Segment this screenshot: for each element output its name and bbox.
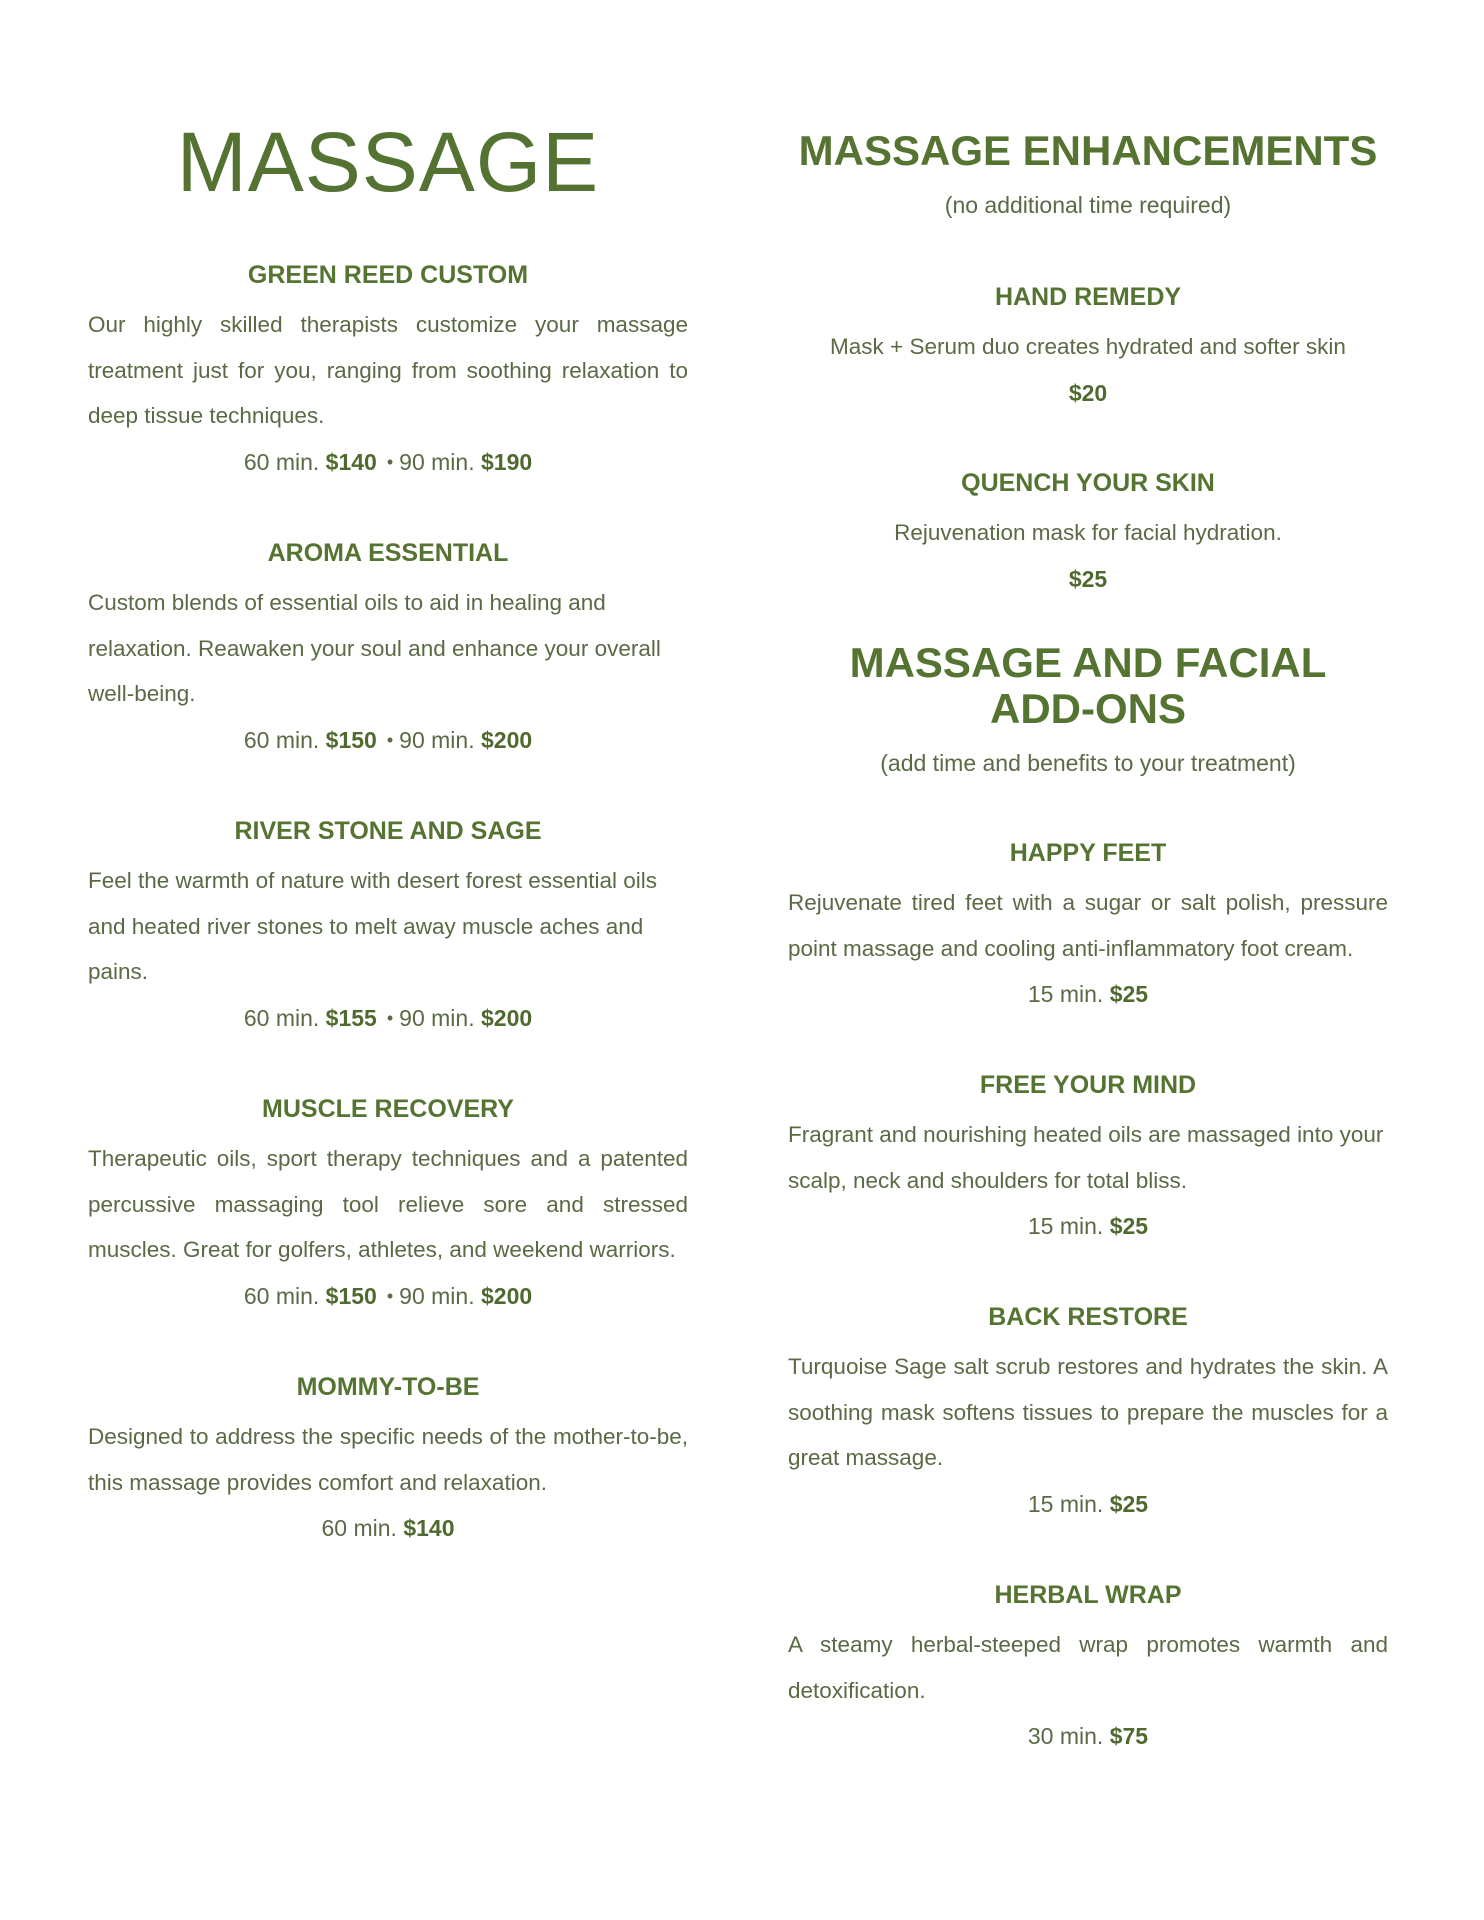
enhancements-subtitle: (no additional time required) — [944, 192, 1232, 218]
price-line — [788, 1481, 1388, 1527]
price-line — [88, 1505, 688, 1551]
addons-title-line1: MASSAGE AND FACIAL — [849, 639, 1327, 686]
item-description: Therapeutic oils, sport therapy techniques and a patented percussive massaging tool relieve sore and stressed muscles. Great for golfers, athletes, and weekend warriors. — [88, 1146, 688, 1262]
time-label: 90 min. — [399, 1004, 475, 1031]
price-value: $200 — [480, 726, 533, 753]
item-description: Custom blends of essential oils to aid in healing and relaxation. Reawaken your soul and enhance your overall well-being. — [88, 590, 661, 706]
price-line — [788, 971, 1388, 1017]
item-description: Our highly skilled therapists customize your massage treatment just for you, ranging from soothing relaxation to deep tissue techniques. — [88, 312, 688, 428]
price-value: $20 — [1068, 379, 1108, 406]
item-name: FREE YOUR MIND — [979, 1071, 1197, 1099]
item-name: AROMA ESSENTIAL — [267, 539, 509, 567]
price-line — [788, 370, 1388, 416]
enhancement-item-quench-your-skin — [788, 466, 1388, 602]
item-name: HAND REMEDY — [994, 283, 1182, 311]
price-value: $75 — [1109, 1723, 1149, 1749]
time-label: 60 min. — [243, 448, 320, 475]
item-name: BACK RESTORE — [988, 1303, 1188, 1331]
price-line — [788, 1713, 1388, 1759]
item-description: Fragrant and nourishing heated oils are massaged into your scalp, neck and shoulders for total bliss. — [788, 1122, 1384, 1193]
addon-item-back-restore — [788, 1300, 1388, 1527]
addon-item-herbal-wrap — [788, 1578, 1388, 1759]
bullet-separator: • — [386, 729, 394, 750]
massage-item-aroma-essential — [88, 536, 688, 765]
price-value: $140 — [403, 1515, 455, 1541]
time-label: 60 min. — [243, 1004, 320, 1031]
price-value: $140 — [325, 448, 377, 475]
item-description: Rejuvenate tired feet with a sugar or salt polish, pressure point massage and cooling anti-inflammatory foot cream. — [788, 890, 1388, 961]
massage-item-river-stone-and-sage — [88, 814, 688, 1043]
item-description: Rejuvenation mask for facial hydration. — [894, 520, 1282, 545]
item-description: Designed to address the specific needs of the mother-to-be, this massage provides comfort and relaxation. — [88, 1424, 688, 1495]
massage-item-muscle-recovery — [88, 1092, 688, 1321]
bullet-separator: • — [386, 1007, 394, 1028]
time-label: 90 min. — [399, 1282, 475, 1309]
addons-subtitle: (add time and benefits to your treatment) — [880, 750, 1296, 776]
massage-item-mommy-to-be — [88, 1370, 688, 1551]
item-name: MUSCLE RECOVERY — [262, 1095, 514, 1123]
addon-item-happy-feet — [788, 836, 1388, 1017]
price-value: $155 — [325, 1004, 377, 1031]
price-value: $25 — [1109, 1490, 1149, 1517]
addon-item-free-your-mind — [788, 1068, 1388, 1249]
price-value: $150 — [325, 726, 377, 753]
massage-item-green-reed-custom — [88, 258, 688, 487]
price-line — [788, 1203, 1388, 1249]
price-line — [788, 556, 1388, 602]
item-description: Turquoise Sage salt scrub restores and hydrates the skin. A soothing mask softens tissues to prepare the muscles for a great massage. — [788, 1354, 1388, 1470]
price-value: $200 — [480, 1282, 533, 1309]
time-label: 15 min. — [1027, 981, 1104, 1007]
price-value: $25 — [1109, 981, 1149, 1007]
time-label: 60 min. — [243, 726, 320, 753]
price-value: $150 — [325, 1282, 377, 1309]
price-value: $200 — [480, 1004, 533, 1031]
time-label: 90 min. — [399, 726, 475, 753]
time-label: 15 min. — [1027, 1490, 1104, 1517]
item-description: Feel the warmth of nature with desert forest essential oils and heated river stones to melt away muscle aches and pains. — [88, 868, 658, 984]
time-label: 15 min. — [1027, 1213, 1104, 1239]
price-value: $25 — [1068, 565, 1108, 592]
item-name: GREEN REED CUSTOM — [247, 261, 529, 289]
bullet-separator: • — [386, 451, 394, 472]
addons-title-line2: ADD-ONS — [990, 685, 1186, 732]
item-name: MOMMY-TO-BE — [296, 1373, 480, 1401]
bullet-separator: • — [386, 1285, 394, 1306]
enhancements-title: MASSAGE ENHANCEMENTS — [798, 127, 1378, 174]
item-description: Mask + Serum duo creates hydrated and softer skin — [830, 334, 1346, 359]
price-line — [88, 1273, 688, 1321]
price-line — [88, 995, 688, 1043]
item-name: HERBAL WRAP — [994, 1581, 1182, 1609]
price-line — [88, 439, 688, 487]
price-value: $25 — [1109, 1213, 1149, 1239]
time-label: 90 min. — [399, 448, 475, 475]
item-name: RIVER STONE AND SAGE — [234, 817, 542, 845]
time-label: 60 min. — [243, 1282, 320, 1309]
price-value: $190 — [480, 448, 533, 475]
time-label: 60 min. — [321, 1515, 397, 1541]
enhancement-item-hand-remedy — [788, 280, 1388, 416]
item-name: QUENCH YOUR SKIN — [961, 469, 1215, 497]
price-line — [88, 717, 688, 765]
item-name: HAPPY FEET — [1009, 839, 1167, 867]
massage-title: MASSAGE — [176, 115, 600, 209]
item-description: A steamy herbal-steeped wrap promotes warmth and detoxification. — [788, 1632, 1388, 1703]
time-label: 30 min. — [1027, 1723, 1104, 1749]
